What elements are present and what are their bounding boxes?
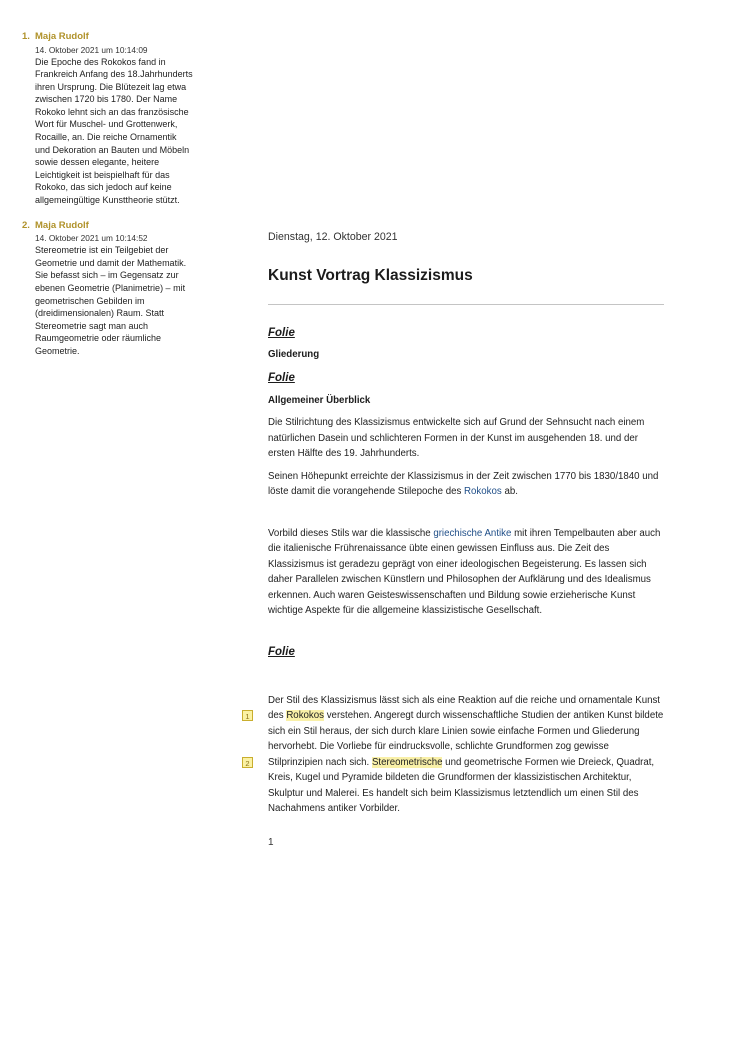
folie-heading: Folie bbox=[268, 372, 295, 384]
comment-text: Stereometrie ist ein Teilgebiet der Geometrie und damit der Mathematik. Sie befasst sich – im Gegensatz zur ebenen Geometrie (Planimetrie) – mit geometrischen Gebilden im (dreidimensionalen) Raum. Statt Stereometrie sagt man auch Raumgeometrie oder räumliche Geometrie. bbox=[35, 245, 187, 356]
rokokos-link[interactable]: Rokokos bbox=[464, 486, 502, 497]
highlight-stereometrische[interactable]: Stereometrische bbox=[371, 756, 443, 768]
comment-number: 2. bbox=[22, 219, 30, 231]
document-page bbox=[245, 224, 664, 848]
highlight-rokokos[interactable]: Rokokos bbox=[286, 710, 325, 721]
title-divider bbox=[268, 304, 664, 305]
gliederung-heading: Gliederung bbox=[268, 349, 320, 360]
ueberblick-heading: Allgemeiner Überblick bbox=[268, 395, 371, 406]
folie-heading: Folie bbox=[268, 327, 295, 339]
paragraph-3-rest: mit ihren Tempelbauten aber auch die italienische Frührenaissance übte einen gewissen Einfluss aus. Die Zeit des Klassizismus ist geradezu geprägt von einer ideologischen Begeisterung. Es lassen sich daher Parallelen zwischen Künstlern und Philosophen der Aufklärung und des Idealismus erkennen. Auch waren Geisteswissenschaften und Bildung sowie erzieherische Kunst wichtige Aspekte für die allgemeine klassizistische Gesellschaft. bbox=[268, 527, 661, 616]
paragraph-1: Die Stilrichtung des Klassizismus entwickelte sich auf Grund der Sehnsucht nach einem natürlichen Dasein und schlichteren Formen in der Kunst im ausgehenden 18. und der ersten Hälfte des 19. Jahrhunderts. bbox=[268, 417, 645, 459]
paragraph-2-end: ab. bbox=[501, 486, 518, 497]
comment-text: Die Epoche des Rokokos fand in Frankreich Anfang des 18.Jahrhunderts ihren Ursprung. Die Blütezeit lag etwa zwischen 1720 bis 1780. Der Name Rokoko lehnt sich an das französische Wort für Muschel- und Grottenwerk, Rocaille, an. Die reiche Ornamentik und Dekoration an Bauten und Möbeln sowie dessen elegante, heitere Leichtigkeit ist beispielhaft für das Rokoko, das sich jedoch auf keine allgemeingültige Kunsttheorie stützt. bbox=[35, 56, 193, 206]
paragraph-4 bbox=[245, 693, 664, 817]
comments-sidebar bbox=[22, 31, 197, 370]
paragraph-3-text: Vorbild dieses Stils war die klassische bbox=[268, 527, 434, 539]
comment-marker-1[interactable]: 1 bbox=[242, 710, 253, 721]
comment-date: 14. Oktober 2021 um 10:14:52 bbox=[35, 233, 148, 244]
paragraph-3 bbox=[268, 526, 664, 619]
paragraph-2-text: Seinen Höhepunkt erreichte der Klassizismus in der Zeit zwischen 1770 bis 1830/1840 und löste damit die vorangehende Stilepoche des bbox=[268, 470, 659, 497]
paragraph-4-text: Der Stil des Klassizismus lässt sich als eine Reaktion auf die reiche und ornamentale Kunst des bbox=[268, 694, 660, 721]
comment-author: Maja Rudolf bbox=[35, 219, 89, 231]
comment-2[interactable] bbox=[22, 220, 197, 358]
comment-1[interactable] bbox=[22, 31, 197, 207]
comment-number: 1. bbox=[22, 31, 30, 42]
folie-heading: Folie bbox=[268, 645, 295, 658]
document-date: Dienstag, 12. Oktober 2021 bbox=[268, 231, 398, 243]
paragraph-4-middle: verstehen. Angeregt durch wissenschaftliche Studien der antiken Kunst bildete sich ein Stil heraus, der sich durch klare Linien sowie einfache Formen und Gliederung hervorhebt. Die Vorliebe für eindrucksvolle, schlichte Grundformen zog gewisse Stilprinzipien nach sich. bbox=[268, 710, 664, 768]
paragraph-4-end: und geometrische Formen wie Dreieck, Quadrat, Kreis, Kugel und Pyramide bildeten die Grundformen der klassizistischen Architektur, Skulptur und Malerei. Es handelt sich beim Klassizismus letztendlich um einen Stil des Nachahmens antiker Vorbilder. bbox=[268, 756, 655, 814]
paragraph-2 bbox=[268, 469, 664, 500]
comment-date: 14. Oktober 2021 um 10:14:09 bbox=[35, 44, 148, 55]
document-title: Kunst Vortrag Klassizismus bbox=[268, 267, 473, 284]
page-number: 1 bbox=[268, 836, 274, 848]
comment-marker-2[interactable]: 2 bbox=[242, 757, 253, 768]
comment-author: Maja Rudolf bbox=[35, 31, 89, 42]
griechische-antike-link[interactable]: griechische Antike bbox=[433, 527, 512, 539]
